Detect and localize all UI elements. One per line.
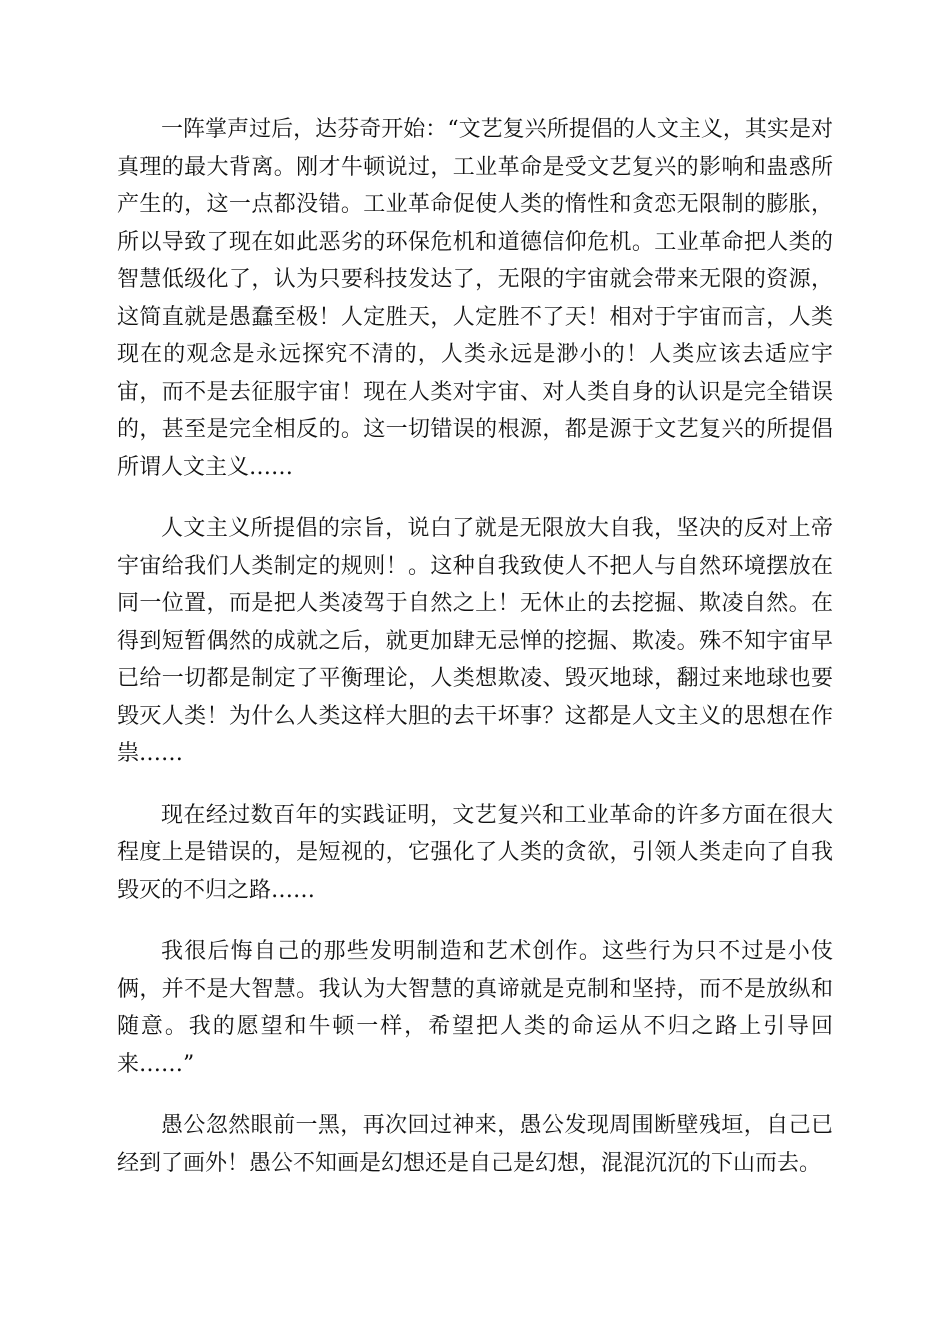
paragraph-5: 愚公忽然眼前一黑，再次回过神来，愚公发现周围断壁残垣，自己已经到了画外！愚公不知画是幻想还是自己是幻想，混混沉沉的下山而去。 [117,1113,833,1176]
paragraph-2: 人文主义所提倡的宗旨，说白了就是无限放大自我，坚决的反对上帝宇宙给我们人类制定的规则！。这种自我致使人不把人与自然环境摆放在同一位置，而是把人类凌驾于自然之上！无休止的去挖掘、欺凌自然。在得到短暂偶然的成就之后，就更加肆无忌惮的挖掘、欺凌。殊不知宇宙早已给一切都是制定了平衡理论，人类想欺凌、毁灭地球，翻过来地球也要毁灭人类！为什么人类这样大胆的去干坏事？这都是人文主义的思想在作祟…… [117,516,833,766]
paragraph-3: 现在经过数百年的实践证明，文艺复兴和工业革命的许多方面在很大程度上是错误的，是短视的，它强化了人类的贪欲，引领人类走向了自我毁灭的不归之路…… [117,802,833,903]
document-page [117,111,833,1182]
paragraph-4: 我很后悔自己的那些发明制造和艺术创作。这些行为只不过是小伎俩，并不是大智慧。我认为大智慧的真谛就是克制和坚持，而不是放纵和随意。我的愿望和牛顿一样，希望把人类的命运从不归之路上引导回来……” [117,939,833,1077]
paragraph-1: 一阵掌声过后，达芬奇开始：“文艺复兴所提倡的人文主义，其实是对真理的最大背离。刚才牛顿说过，工业革命是受文艺复兴的影响和蛊惑所产生的，这一点都没错。工业革命促使人类的惰性和贪恋无限制的膨胀，所以导致了现在如此恶劣的环保危机和道德信仰危机。工业革命把人类的智慧低级化了，认为只要科技发达了，无限的宇宙就会带来无限的资源，这简直就是愚蠢至极！人定胜天，人定胜不了天！相对于宇宙而言，人类现在的观念是永远探究不清的，人类永远是渺小的！人类应该去适应宇宙，而不是去征服宇宙！现在人类对宇宙、对人类自身的认识是完全错误的，甚至是完全相反的。这一切错误的根源，都是源于文艺复兴的所提倡所谓人文主义…… [117,117,833,480]
